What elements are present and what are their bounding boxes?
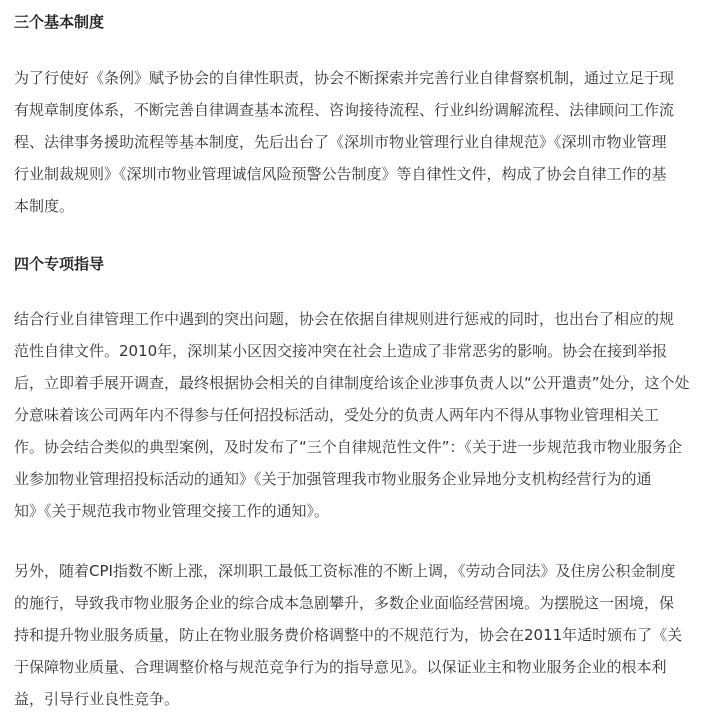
paragraph-cost-pressure (14, 555, 694, 715)
text-line: 的施行，导致我市物业服务企业的综合成本急剧攀升，多数企业面临经营困境。为摆脱这一困境，保 (14, 594, 675, 612)
text-line: 结合行业自律管理工作中遇到的突出问题，协会在依据自律规则进行惩戒的同时，也出台了相应的规 (14, 310, 675, 328)
text-line: 另外，随着CPI指数不断上涨，深圳职工最低工资标准的不断上调，《劳动合同法》及住房公积金制度 (14, 562, 676, 580)
text-line: 于保障物业质量、合理调整价格与规范竞争行为的指导意见》。以保证业主和物业服务企业的根本利 (14, 658, 667, 676)
text-line: 益，引导行业良性竞争。 (14, 690, 180, 708)
text-line: 范性自律文件。2010年，深圳某小区因交接冲突在社会上造成了非常恶劣的影响。协会在接到举报 (14, 342, 668, 360)
text-line: 后，立即着手展开调查，最终根据协会相关的自律制度给该企业涉事负责人以“公开遣责”处分，这个处 (14, 374, 690, 392)
text-line: 程、法律事务援助流程等基本制度，先后出台了《深圳市物业管理行业自律规范》《深圳市物业管理 (14, 133, 667, 151)
paragraph-basic-systems (14, 62, 694, 222)
text-line: 本制度。 (14, 197, 75, 215)
section-heading-special-guidance: 四个专项指导 (14, 255, 105, 273)
paragraph-special-guidance (14, 303, 694, 527)
text-line: 分意味着该公司两年内不得参与任何招投标活动，受处分的负责人两年内不得从事物业管理相关工 (14, 406, 660, 424)
text-line: 行业制裁规则》《深圳市物业管理诚信风险预警公告制度》等自律性文件，构成了协会自律工作的基 (14, 165, 667, 183)
text-line: 业参加物业管理招投标活动的通知》《关于加强管理我市物业服务企业异地分支机构经营行为的通 (14, 470, 652, 488)
text-line: 为了行使好《条例》赋予协会的自律性职责，协会不断探索并完善行业自律督察机制，通过立足于现 (14, 69, 675, 87)
text-line: 有规章制度体系，不断完善自律调查基本流程、咨询接待流程、行业纠纷调解流程、法律顾问工作流 (14, 101, 675, 119)
text-line: 持和提升物业服务质量，防止在物业服务费价格调整中的不规范行为，协会在2011年适时颁布了《关 (14, 626, 683, 644)
text-line: 作。协会结合类似的典型案例，及时发布了“三个自律规范性文件”：《关于进一步规范我市物业服务企 (14, 438, 683, 456)
section-heading-basic-systems: 三个基本制度 (14, 13, 105, 31)
text-line: 知》《关于规范我市物业管理交接工作的通知》。 (14, 502, 330, 520)
